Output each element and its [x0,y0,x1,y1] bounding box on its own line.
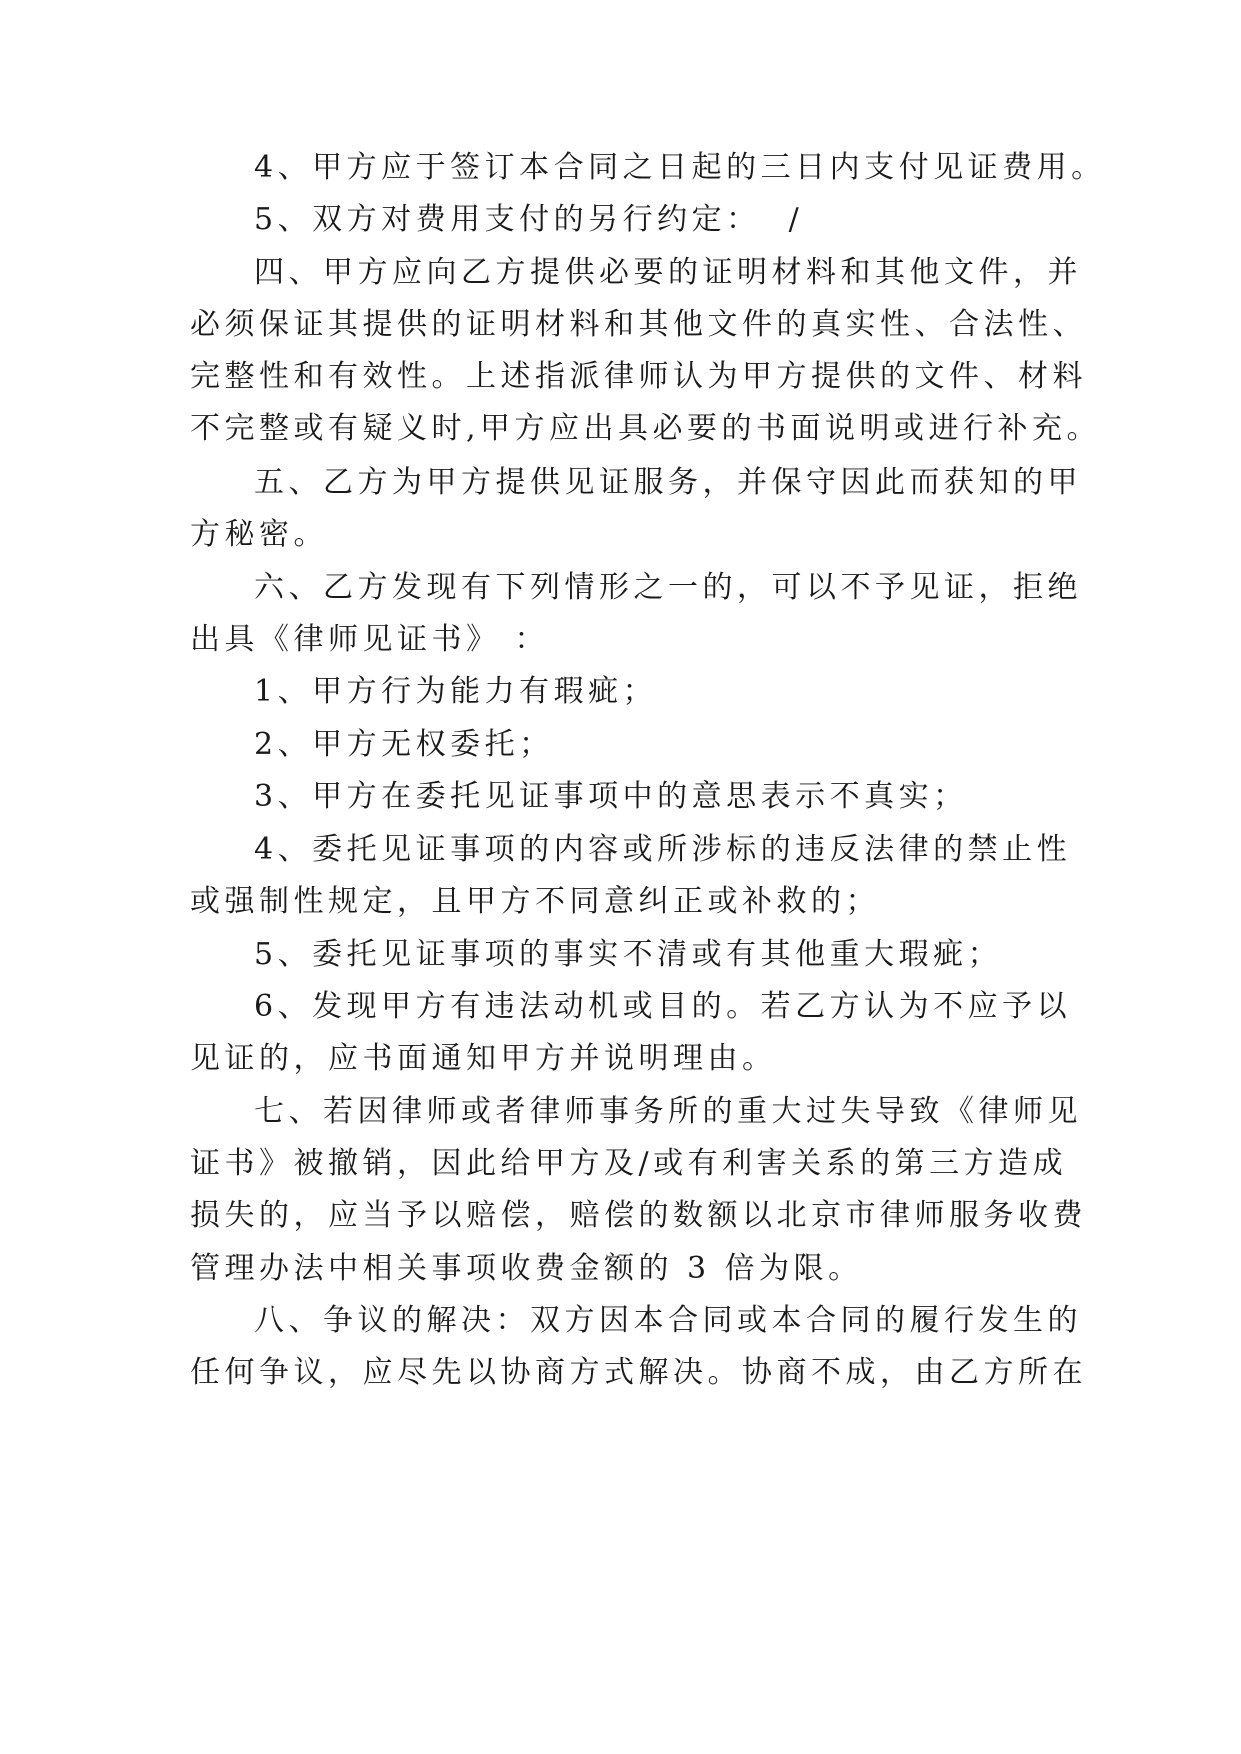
text-line: 损失的，应当予以赔偿，赔偿的数额以北京市律师服务收费 [190,1198,1087,1233]
text-line: 管理办法中相关事项收费金额的 3 倍为限。 [190,1251,863,1286]
text-line: 3、甲方在委托见证事项中的意思表示不真实； [254,779,968,814]
text-line: 出具《律师见证书》 ： [190,622,550,657]
text-line: 七、若因律师或者律师事务所的重大过失导致《律师见 [254,1094,1082,1129]
text-line: 四、甲方应向乙方提供必要的证明材料和其他文件，并 [254,255,1082,290]
text-line: 6、发现甲方有违法动机或目的。若乙方认为不应予以 [254,989,1072,1024]
text-line: 不完整或有疑义时,甲方应出具必要的书面说明或进行补充。 [190,411,1102,446]
text-line: 4、甲方应于签订本合同之日起的三日内支付见证费用。 [254,150,1106,185]
text-line: 任何争议，应尽先以协商方式解决。协商不成，由乙方所在 [190,1355,1087,1390]
text-line: 或强制性规定，且甲方不同意纠正或补救的； [190,884,880,919]
text-line: 八、争议的解决：双方因本合同或本合同的履行发生的 [254,1303,1082,1338]
text-line: 5、委托见证事项的事实不清或有其他重大瑕疵； [254,937,1003,972]
text-line: 1、甲方行为能力有瑕疵； [254,674,658,709]
text-line: 见证的，应书面通知甲方并说明理由。 [190,1041,777,1076]
text-line: 5、双方对费用支付的另行约定： / [254,202,804,237]
text-line: 方秘密。 [190,517,328,552]
text-line: 六、乙方发现有下列情形之一的，可以不予见证，拒绝 [254,570,1082,605]
text-line: 必须保证其提供的证明材料和其他文件的真实性、合法性、 [190,307,1087,342]
text-line: 五、乙方为甲方提供见证服务，并保守因此而获知的甲 [254,465,1082,500]
text-line: 2、甲方无权委托； [254,727,554,762]
text-line: 证书》被撤销，因此给甲方及/或有利害关系的第三方造成 [190,1146,1068,1181]
text-line: 完整性和有效性。上述指派律师认为甲方提供的文件、材料 [190,359,1087,394]
text-line: 4、委托见证事项的内容或所涉标的违反法律的禁止性 [254,832,1072,867]
